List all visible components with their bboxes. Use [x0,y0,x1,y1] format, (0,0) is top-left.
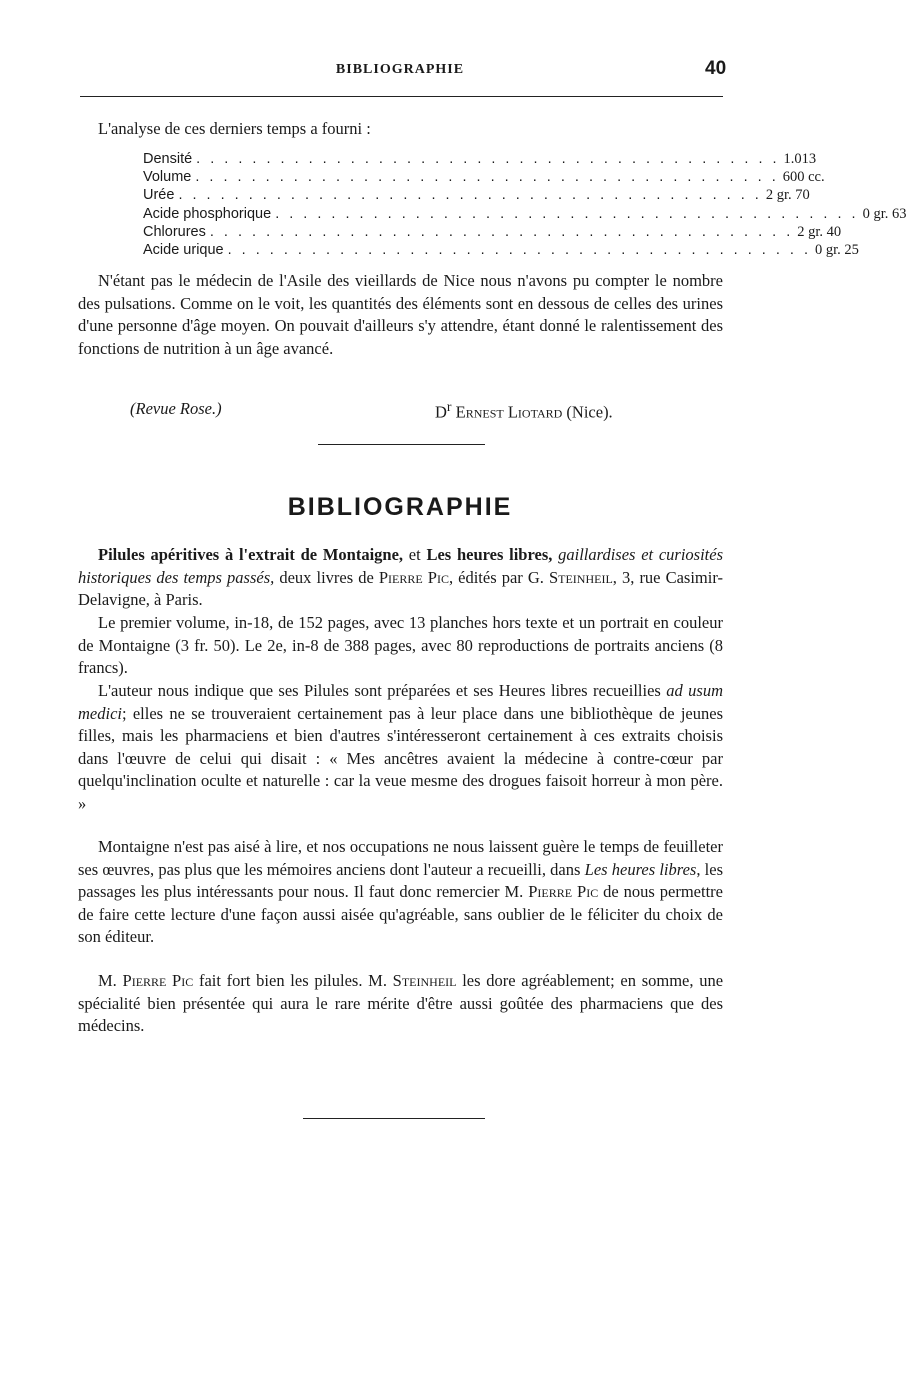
analysis-row [143,150,817,168]
analysis-value: 600 cc. [782,169,825,186]
text-run: de nous permettre de faire cette lecture d'une façon aussi aisée qu'agréable, sans oublier de le féliciter du choix de son éditeur. [78,882,723,946]
analysis-label: Urée [143,187,175,204]
signature-name: Ernest Liotard [455,402,563,422]
analysis-row [143,186,810,204]
text-run: Montaigne n'est pas aisé à lire, et nos occupations ne nous laissent guère le temps de feuilleter ses œuvres, pas plus que les mémoires anciens dont l'auteur a recueilli, dans [78,837,723,879]
biblio-paragraph-3 [78,680,723,815]
signature-source: (Revue Rose.) [130,399,222,418]
biblio-paragraph-4 [78,836,723,949]
running-header: BIBLIOGRAPHIE [335,62,465,77]
section-divider [318,444,485,445]
latin-phrase: ad usum medici [78,681,723,723]
signature-prefix: D [435,402,447,422]
text-run: M. [98,971,123,990]
page-number: 40 [705,58,727,79]
analysis-value: 1.013 [783,151,817,167]
analysis-value: 2 gr. 70 [765,187,810,204]
analysis-row [143,223,842,241]
dot-leader: . . . . . . . . . . . . . . . . . . . . . . . . . . . . . . . . . . . . . . . . . . [196,151,780,167]
text-run: , 3, rue Casimir-Delavigne, à Paris. [78,567,723,609]
author-name: Pierre Pic [528,882,599,901]
end-divider [303,1118,485,1119]
analysis-value: 0 gr. 25 [814,241,859,258]
author-name: Pierre Pic [122,971,194,990]
book-title-ref: Les heures libres [584,859,697,879]
section-title: BIBLIOGRAPHIE [287,493,513,521]
analysis-value: 0 gr. 63 [862,205,906,222]
book-subtitle: gaillardises et curiosités historiques des temps passés, [78,545,724,587]
dot-leader: . . . . . . . . . . . . . . . . . . . . . . . . . . . . . . . . . . . . . . . . . . [209,223,794,240]
book-title-1: Pilules apéritives à l'extrait de Montaigne, [98,545,404,564]
dot-leader: . . . . . . . . . . . . . . . . . . . . . . . . . . . . . . . . . . . . . . . . . . [227,241,811,258]
text-run: les dore agréablement; en somme, une spécialité bien présentée qui aura le rare mérite d'être aussi goûtée des pharmaciens que des médecins. [78,971,724,1035]
analysis-label: Densité [143,151,193,167]
publisher-name: Steinheil [548,567,613,587]
dot-leader: . . . . . . . . . . . . . . . . . . . . . . . . . . . . . . . . . . . . . . . . . . [275,205,859,222]
text-run: , édités par G. [448,567,549,587]
analysis-value: 2 gr. 40 [797,223,842,240]
biblio-paragraph-2: Le premier volume, in-18, de 152 pages, avec 13 planches hors texte et un portrait en couleur de Montaigne (3 fr. 50). Le 2e, in-8 de 388 pages, avec 80 reproductions de portraits anciens (8 francs). [78,613,723,677]
text-run: ; elles ne se trouveraient certainement pas à leur place dans une bibliothèque de jeunes filles, mais les pharmaciens et bien d'autres s'intéresseront certainement à ces extraits choisis dans l'œuvre de celui qui disait : « Mes ancêtres avaient la médecine à contre-cœur par quelqu'inclination oculte et naturelle : car la veue mesme des drogues faisoit horreur à mon père. » [78,703,723,813]
signature-sup: r [446,399,452,414]
publisher-name: Steinheil [392,971,457,990]
analysis-row [143,168,825,186]
dot-leader: . . . . . . . . . . . . . . . . . . . . . . . . . . . . . . . . . . . . . . . . . . [195,169,779,186]
signature-author [435,399,613,423]
analysis-row [143,241,859,259]
text-run: L'auteur nous indique que ses Pilules sont préparées et ses Heures libres recueillies [98,681,667,700]
text-run: deux livres de [274,567,379,587]
signature-place: (Nice). [562,402,613,422]
biblio-paragraph-5 [78,970,723,1038]
analysis-label: Acide phosphorique [143,205,272,222]
text-run: fait fort bien les pilules. M. [193,971,393,990]
paragraph-pulsations: N'étant pas le médecin de l'Asile des vieillards de Nice nous n'avons pu compter le nombre des pulsations. Comme on le voit, les quantités des éléments sont en dessous de celles des urines d'une personne d'âge moyen. On pouvait d'ailleurs s'y attendre, étant donné le ralentissement des fonctions de nutrition à un âge avancé. [78,271,723,358]
book-title-2: Les heures libres, [426,545,553,564]
analysis-table [143,150,906,259]
analysis-row [143,205,906,223]
author-name: Pierre Pic [378,567,449,587]
biblio-paragraph-1 [78,544,723,612]
dot-leader: . . . . . . . . . . . . . . . . . . . . . . . . . . . . . . . . . . . . . . . . . . [178,187,762,204]
text-run: , les passages les plus intéressants pour nous. Il faut donc remercier M. [78,859,723,901]
text-run: et [403,545,427,564]
analysis-label: Volume [143,169,192,186]
header-rule [80,96,723,97]
analysis-intro: L'analyse de ces derniers temps a fourni : [98,119,371,138]
analysis-label: Acide urique [143,241,224,258]
analysis-label: Chlorures [143,223,206,240]
